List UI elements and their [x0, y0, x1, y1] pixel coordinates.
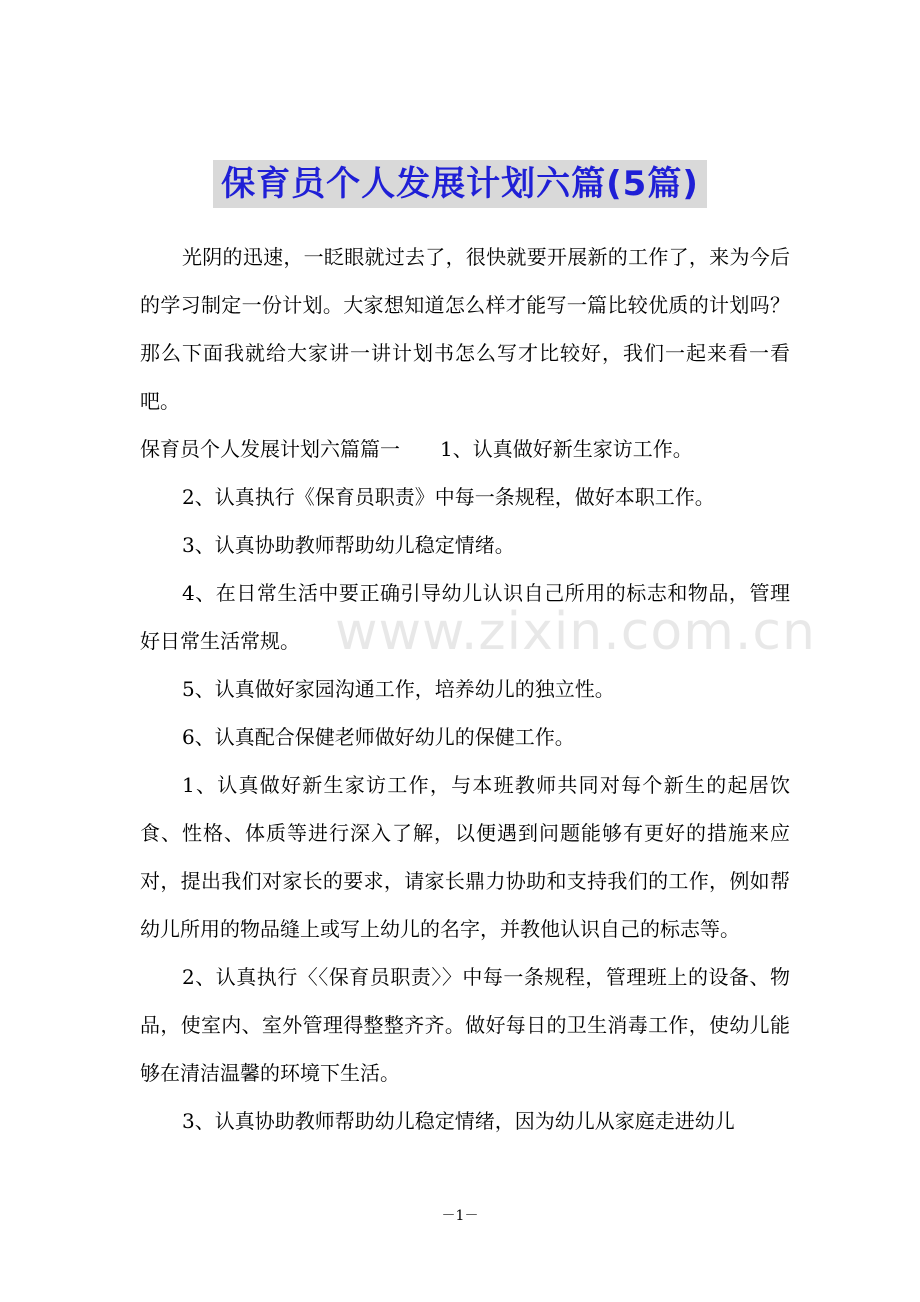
watermark: www.zixin.com.cn	[335, 602, 816, 662]
list-item: 2、认真执行《保育员职责》中每一条规程，做好本职工作。	[182, 485, 715, 509]
list-item: 4、在日常生活中要正确引导幼儿认识自己所用的标志和物品，管理好日常生活常规。	[140, 581, 790, 653]
section-heading: 保育员个人发展计划六篇篇一	[140, 437, 400, 461]
document-title-wrapper	[0, 160, 920, 210]
section-first-item: 1、认真做好新生家访工作。	[440, 437, 693, 461]
list-item: 5、认真做好家园沟通工作，培养幼儿的独立性。	[182, 677, 615, 701]
page-number: －1－	[441, 1208, 479, 1224]
list-item: 3、认真协助教师帮助幼儿稳定情绪，因为幼儿从家庭走进幼儿	[182, 1109, 735, 1133]
list-item: 3、认真协助教师帮助幼儿稳定情绪。	[182, 533, 515, 557]
document-title: 保育员个人发展计划六篇(5篇)	[213, 160, 707, 208]
list-item: 1、认真做好新生家访工作，与本班教师共同对每个新生的起居饮食、性格、体质等进行深入了解，以便遇到问题能够有更好的措施来应对，提出我们对家长的要求，请家长鼎力协助和支持我们的工作，例如帮幼儿所用的物品缝上或写上幼儿的名字，并教他认识自己的标志等。	[140, 773, 790, 941]
list-item: 2、认真执行〈〈保育员职责〉〉中每一条规程，管理班上的设备、物品，使室内、室外管理得整整齐齐。做好每日的卫生消毒工作，使幼儿能够在清洁温馨的环境下生活。	[140, 965, 790, 1085]
section-heading-line	[140, 425, 790, 473]
list-item: 6、认真配合保健老师做好幼儿的保健工作。	[182, 725, 575, 749]
intro-paragraph: 光阴的迅速，一眨眼就过去了，很快就要开展新的工作了，来为今后的学习制定一份计划。大家想知道怎么样才能写一篇比较优质的计划吗？那么下面我就给大家讲一讲计划书怎么写才比较好，我们一起来看一看吧。	[140, 245, 790, 413]
document-body	[140, 233, 790, 1145]
